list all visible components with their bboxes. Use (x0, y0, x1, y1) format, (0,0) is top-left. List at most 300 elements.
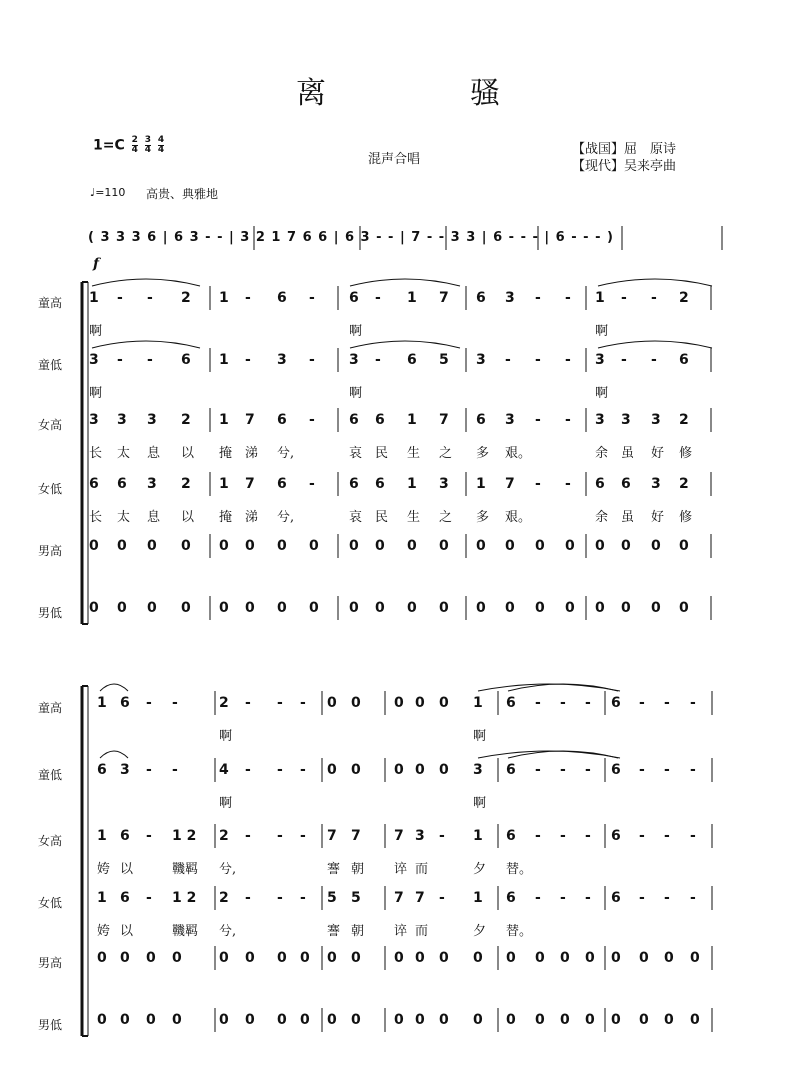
note: 2 (679, 412, 689, 428)
note: 3 (595, 352, 605, 368)
lyric: 太 (117, 510, 131, 525)
lyric: 以 (120, 924, 134, 939)
note: - (565, 476, 571, 492)
note: - (560, 828, 566, 844)
note: 6 (611, 695, 621, 711)
note: - (146, 762, 152, 778)
note: 0 (146, 1012, 156, 1028)
lyric: 艰。 (505, 446, 532, 461)
lyric: 兮, (219, 862, 237, 877)
lyric: 而 (415, 862, 429, 877)
note: 6 (476, 412, 486, 428)
lyric: 艰。 (505, 510, 532, 525)
note: 3 (505, 290, 515, 306)
note: 1 (219, 412, 229, 428)
note: 0 (219, 538, 229, 554)
note: - (621, 352, 627, 368)
note: 0 (651, 538, 661, 554)
note: 0 (439, 1012, 449, 1028)
score-title-right: 骚 (470, 76, 500, 111)
slur (350, 341, 460, 348)
note: 0 (327, 1012, 337, 1028)
part-label: 女低 (38, 482, 63, 496)
note: 1 (97, 890, 107, 906)
note: 3 (117, 412, 127, 428)
lyric: 之 (439, 446, 453, 461)
lyric: 掩 (219, 510, 233, 525)
note: - (147, 290, 153, 306)
note: 6 (277, 412, 287, 428)
note: - (690, 890, 696, 906)
note: 0 (439, 950, 449, 966)
note: 6 (349, 412, 359, 428)
lyric: 涕 (245, 510, 259, 525)
note: 0 (611, 950, 621, 966)
lyric: 余 (595, 510, 609, 525)
lyric: 太 (117, 446, 131, 461)
note: 2 (679, 476, 689, 492)
slur (598, 341, 712, 348)
note: - (651, 290, 657, 306)
time-sig-2: $\frac{3}{4}$ (144, 135, 152, 155)
note: 0 (245, 600, 255, 616)
note: 0 (300, 1012, 310, 1028)
note: 0 (621, 538, 631, 554)
note: - (535, 412, 541, 428)
lyric: 哀 (349, 446, 363, 461)
note: 2 (219, 828, 229, 844)
note: 0 (439, 600, 449, 616)
note: 3 (651, 476, 661, 492)
note: - (565, 290, 571, 306)
expression-mark: 高贵、典雅地 (146, 187, 219, 201)
note: 0 (476, 538, 486, 554)
lyric: 以 (120, 862, 134, 877)
part-label: 男高 (38, 544, 63, 558)
note: 6 (595, 476, 605, 492)
note: - (690, 828, 696, 844)
note: 0 (664, 950, 674, 966)
lyric: 姱 (97, 924, 111, 939)
note: - (621, 290, 627, 306)
note: 0 (585, 1012, 595, 1028)
note: 6 (506, 828, 516, 844)
note: - (245, 828, 251, 844)
note: 4 (219, 762, 229, 778)
note: - (146, 828, 152, 844)
note: 6 (120, 890, 130, 906)
slur (478, 684, 620, 691)
note: - (535, 828, 541, 844)
note: 0 (415, 762, 425, 778)
lyric: 啊 (349, 386, 363, 401)
note: - (309, 290, 315, 306)
note: 0 (535, 1012, 545, 1028)
note: 1 (97, 695, 107, 711)
note: 6 (349, 290, 359, 306)
note: 0 (505, 538, 515, 554)
note: - (585, 890, 591, 906)
lyric: 啊 (595, 386, 609, 401)
part-label: 童高 (38, 296, 63, 310)
lyric: 修 (679, 510, 693, 525)
note: 7 (505, 476, 515, 492)
lyric: 涕 (245, 446, 259, 461)
note: 1 2 (172, 828, 197, 844)
note: - (172, 695, 178, 711)
lyric: 掩 (219, 446, 233, 461)
note: 3 (89, 412, 99, 428)
note: 3 (595, 412, 605, 428)
lyric: 啊 (89, 386, 103, 401)
note: 0 (219, 600, 229, 616)
note: - (535, 695, 541, 711)
note: - (309, 352, 315, 368)
note: 0 (117, 538, 127, 554)
note: 0 (245, 950, 255, 966)
note: 6 (97, 762, 107, 778)
note: - (245, 695, 251, 711)
note: 0 (351, 762, 361, 778)
lyric: 兮, (277, 446, 295, 461)
note: 0 (535, 538, 545, 554)
note: - (309, 412, 315, 428)
note: 3 (621, 412, 631, 428)
note: 3 (439, 476, 449, 492)
note: 3 (415, 828, 425, 844)
note: 0 (651, 600, 661, 616)
note: 0 (473, 1012, 483, 1028)
lyric: 多 (476, 510, 490, 525)
note: - (245, 762, 251, 778)
note: - (277, 762, 283, 778)
note: 6 (117, 476, 127, 492)
note: 3 (476, 352, 486, 368)
note: 6 (407, 352, 417, 368)
note: 0 (245, 538, 255, 554)
note: 0 (565, 538, 575, 554)
lyric: 虽 (621, 510, 635, 525)
note: - (565, 352, 571, 368)
note: - (300, 762, 306, 778)
lyric: 长 (89, 446, 103, 461)
note: - (535, 476, 541, 492)
lyric: 夕 (473, 862, 487, 877)
note: 6 (476, 290, 486, 306)
note: 0 (415, 1012, 425, 1028)
slur (92, 279, 200, 286)
note: 0 (181, 600, 191, 616)
note: 0 (117, 600, 127, 616)
note: 0 (394, 1012, 404, 1028)
lyric: 替。 (506, 924, 533, 939)
note: 0 (89, 600, 99, 616)
note: - (639, 695, 645, 711)
lyric: 长 (89, 510, 103, 525)
note: 0 (473, 950, 483, 966)
note: 1 (407, 476, 417, 492)
note: 0 (277, 600, 287, 616)
note: 1 (219, 352, 229, 368)
note: 0 (415, 950, 425, 966)
note: 3 (505, 412, 515, 428)
note: 0 (394, 762, 404, 778)
lyric: 生 (407, 446, 421, 461)
note: 0 (351, 950, 361, 966)
note: - (375, 352, 381, 368)
note: 1 (407, 412, 417, 428)
lyric: 姱 (97, 862, 111, 877)
note: 0 (172, 950, 182, 966)
note: - (585, 695, 591, 711)
note: - (585, 762, 591, 778)
note: 0 (375, 538, 385, 554)
note: 6 (120, 695, 130, 711)
note: 1 2 (172, 890, 197, 906)
note: - (117, 352, 123, 368)
note: 0 (560, 950, 570, 966)
note: 0 (349, 600, 359, 616)
credit-lyricist: 【战国】屈 原诗 (572, 142, 677, 157)
slur (100, 751, 128, 758)
lyric: 啊 (89, 324, 103, 339)
note: - (565, 412, 571, 428)
note: 0 (181, 538, 191, 554)
lyric: 謇 (327, 862, 341, 877)
tempo-mark: ♩=110 (90, 186, 126, 199)
note: 7 (394, 828, 404, 844)
note: 1 (473, 695, 483, 711)
note: 7 (394, 890, 404, 906)
lyric: 啊 (595, 324, 609, 339)
lyric: 夕 (473, 924, 487, 939)
note: 6 (120, 828, 130, 844)
note: 0 (219, 1012, 229, 1028)
note: 6 (506, 890, 516, 906)
note: 7 (245, 476, 255, 492)
note: 3 (277, 352, 287, 368)
note: 0 (120, 1012, 130, 1028)
note: - (146, 890, 152, 906)
note: 0 (621, 600, 631, 616)
note: 6 (375, 476, 385, 492)
lyric: 啊 (473, 796, 487, 811)
time-sig-3: $\frac{4}{4}$ (157, 135, 165, 155)
note: 0 (309, 600, 319, 616)
lyric: 余 (595, 446, 609, 461)
note: 0 (327, 695, 337, 711)
slur (100, 684, 128, 691)
note: - (146, 695, 152, 711)
note: 0 (327, 950, 337, 966)
note: 7 (351, 828, 361, 844)
note: 2 (679, 290, 689, 306)
note: - (690, 695, 696, 711)
note: 1 (595, 290, 605, 306)
form-label: 混声合唱 (368, 152, 421, 167)
note: 0 (476, 600, 486, 616)
note: 1 (219, 476, 229, 492)
lyric: 哀 (349, 510, 363, 525)
note: - (300, 695, 306, 711)
note: - (245, 290, 251, 306)
note: - (535, 352, 541, 368)
lyric: 兮, (219, 924, 237, 939)
part-label: 男低 (38, 1018, 63, 1032)
lyric: 好 (651, 446, 665, 461)
note: 0 (439, 762, 449, 778)
lyric: 谇 (394, 862, 408, 877)
note: - (560, 695, 566, 711)
part-label: 童高 (38, 701, 63, 715)
note: 6 (375, 412, 385, 428)
note: 2 (219, 890, 229, 906)
lyric: 好 (651, 510, 665, 525)
note: - (375, 290, 381, 306)
lyric: 啊 (219, 796, 233, 811)
note: 2 (181, 476, 191, 492)
note: 0 (535, 950, 545, 966)
lyric: 以 (181, 510, 195, 525)
note: - (309, 476, 315, 492)
note: 0 (639, 1012, 649, 1028)
part-label: 男高 (38, 956, 63, 970)
note: - (117, 290, 123, 306)
note: 0 (394, 695, 404, 711)
slur (350, 279, 460, 286)
note: 0 (97, 1012, 107, 1028)
note: 6 (506, 762, 516, 778)
dynamic-mark: f (93, 256, 100, 272)
note: 1 (89, 290, 99, 306)
note: 0 (146, 950, 156, 966)
note: - (639, 828, 645, 844)
lyric: 虽 (621, 446, 635, 461)
note: 6 (611, 890, 621, 906)
note: - (535, 762, 541, 778)
part-label: 童低 (38, 768, 63, 782)
part-label: 童低 (38, 358, 63, 372)
note: 0 (595, 600, 605, 616)
note: 0 (560, 1012, 570, 1028)
part-label: 女高 (38, 418, 63, 432)
note: 0 (439, 695, 449, 711)
note: 0 (506, 1012, 516, 1028)
note: 2 (181, 412, 191, 428)
note: 2 (219, 695, 229, 711)
note: 1 (476, 476, 486, 492)
note: 0 (172, 1012, 182, 1028)
note: 3 (120, 762, 130, 778)
note: 0 (407, 538, 417, 554)
note: 0 (690, 1012, 700, 1028)
note: 3 (89, 352, 99, 368)
note: - (439, 890, 445, 906)
note: 0 (679, 600, 689, 616)
lyric: 鞿羁 (172, 862, 199, 877)
note: - (585, 828, 591, 844)
part-label: 男低 (38, 606, 63, 620)
note: 6 (277, 290, 287, 306)
note: - (172, 762, 178, 778)
note: - (505, 352, 511, 368)
note: 0 (89, 538, 99, 554)
time-sig-1: $\frac{2}{4}$ (131, 135, 138, 155)
note: - (690, 762, 696, 778)
note: 7 (415, 890, 425, 906)
note: 0 (219, 950, 229, 966)
note: 3 (651, 412, 661, 428)
note: 0 (277, 950, 287, 966)
part-label: 女低 (38, 896, 63, 910)
note: 1 (407, 290, 417, 306)
note: 0 (611, 1012, 621, 1028)
note: 7 (439, 290, 449, 306)
note: 2 (181, 290, 191, 306)
note: 0 (120, 950, 130, 966)
note: 7 (439, 412, 449, 428)
note: - (560, 762, 566, 778)
slur (92, 341, 200, 348)
lyric: 息 (147, 510, 161, 525)
note: - (664, 695, 670, 711)
lyric: 息 (147, 446, 161, 461)
note: 0 (351, 1012, 361, 1028)
note: 6 (621, 476, 631, 492)
note: 0 (349, 538, 359, 554)
note: 7 (327, 828, 337, 844)
part-label: 女高 (38, 834, 63, 848)
note: - (664, 762, 670, 778)
note: 0 (535, 600, 545, 616)
note: - (245, 352, 251, 368)
note: 0 (97, 950, 107, 966)
lyric: 修 (679, 446, 693, 461)
lyric: 民 (375, 510, 389, 525)
note: 6 (89, 476, 99, 492)
note: 0 (639, 950, 649, 966)
note: 0 (664, 1012, 674, 1028)
lyric: 以 (181, 446, 195, 461)
note: 1 (473, 890, 483, 906)
note: 1 (219, 290, 229, 306)
note: - (439, 828, 445, 844)
lyric: 民 (375, 446, 389, 461)
note: 0 (506, 950, 516, 966)
note: - (245, 890, 251, 906)
lyric: 朝 (351, 924, 365, 939)
note: - (664, 890, 670, 906)
note: 6 (506, 695, 516, 711)
lyric: 朝 (351, 862, 365, 877)
lyric: 替。 (506, 862, 533, 877)
slur (598, 279, 712, 286)
note: 0 (595, 538, 605, 554)
note: - (639, 762, 645, 778)
lyric: 鞿羁 (172, 924, 199, 939)
note: - (300, 828, 306, 844)
lyric: 而 (415, 924, 429, 939)
note: - (651, 352, 657, 368)
note: 3 (473, 762, 483, 778)
note: 6 (181, 352, 191, 368)
note: 5 (439, 352, 449, 368)
lyric: 兮, (277, 510, 295, 525)
credit-composer: 【现代】吴来亭曲 (572, 159, 677, 174)
note: 1 (97, 828, 107, 844)
note: 0 (394, 950, 404, 966)
note: 7 (245, 412, 255, 428)
